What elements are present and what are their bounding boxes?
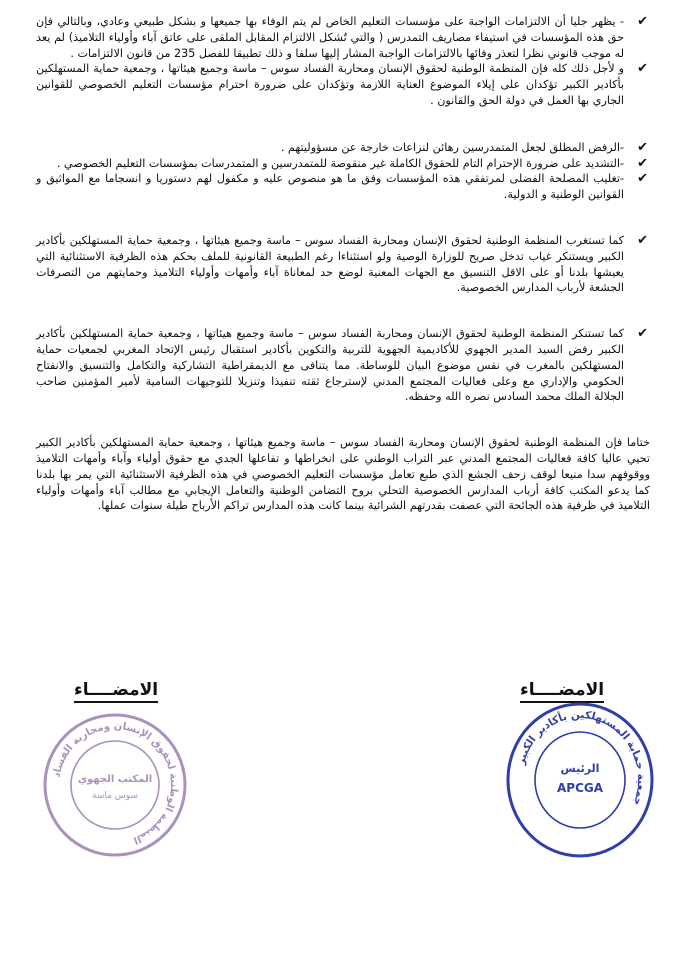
- stamp-left-center-line1: المكتب الجهوي: [77, 774, 153, 785]
- checklist-item: [36, 61, 650, 108]
- check-icon: ✔: [637, 171, 648, 187]
- signatures-section: [0, 672, 683, 922]
- paragraph-respect-law: و لأجل ذلك كله فإن المنظمة الوطنية لحقوق الإنسان ومحاربة الفساد سوس – ماسة وجميع هيئاتها ، وجمعية حماية المستهلكين بأكادير الكبير تؤكدان على إيلاء الموضوع العناية اللازمة وتؤكدان على ضرورة احترام مؤسسات التعليم الخصوصي للقوانين الجاري بها العمل في دولة الحق والقانون .: [36, 62, 624, 107]
- check-icon: ✔: [637, 232, 648, 248]
- checklist-item: [36, 171, 650, 203]
- checklist-item: [36, 326, 650, 405]
- paragraph-refusal: -الرفض المطلق لجعل المتمدرسين رهائن لنزاعات خارجة عن مسؤوليتهم .: [280, 140, 624, 154]
- stamp-left-ring-text: المنظمة الوطنية لحقوق الإنسان ومحاربة الفساد: [51, 720, 180, 846]
- check-icon: ✔: [637, 14, 648, 29]
- paragraph-conclusion: ختاما فإن المنظمة الوطنية لحقوق الإنسان ومحاربة الفساد سوس – ماسة وجميع هيئاتها ، وجمعية حماية المستهلكين بأكادير الكبير تحيي عاليا كافة فعاليات المجتمع المدني عبر التراب الوطني على انخراطها و تفاعلها الجدي مع حقوق أولياء وآباء وأمهات التلاميذ ووقوفهم سدا منيعا لوقف زحف الجشع الذي طبع تعامل مؤسسات التعليم الخصوصي في هذه الظرفية الاستثنائية التي يمر بها بلدنا كما يدعو المكتب كافة أرباب المدارس الخصوصية التحلي بروح التضامن الوطنية والتعامل الإيجابي مع مطالب آباء وأمهات وأولياء التلاميذ في ظرفية هذه الجائحة التي عصفت بقدرتهم الشرائية بينما كانت هذه المدارس تراكم الأرباح طيلة سنوات عملها.: [36, 436, 650, 513]
- paragraph-emphasis: -التشديد على ضرورة الإحترام التام للحقوق الكاملة غير منقوصة للمتمدرسين و المتمدرسات بمؤسسات التعليم الخصوصي .: [56, 156, 624, 170]
- signature-label-right: الامضــــاء: [520, 680, 604, 703]
- checklist-item: [36, 156, 650, 172]
- signature-label-left: الامضــــاء: [74, 680, 158, 703]
- check-icon: ✔: [637, 61, 648, 77]
- stamp-right-center-line2: APCGA: [556, 781, 604, 795]
- check-icon: ✔: [637, 326, 648, 342]
- check-icon: ✔: [637, 139, 648, 155]
- paragraph-director: كما تستنكر المنظمة الوطنية لحقوق الإنسان ومحاربة الفساد سوس – ماسة وجميع هيئاتها ، وجمعية حماية المستهلكين بأكادير الكبير رفض السيد المدير الجهوي للأكاديمية الجهوية للتربية والتكوين بأكادير استقبال رئيس الإتحاد المغربي لجمعيات حماية المستهلكين بالمغرب في نفس موضوع البيان للوساطة. مما يتنافى مع الديمقراطية التشاركية والتكامل والتنسيق والانفتاح الحكومي والإداري مع وعلى فعاليات المجتمع المدني لإسترجاع ثقته تنفيذا وتنزيلا للتوجيهات السامية لأمير المؤمنين صاحب الجلالة الملك محمد السادس نصره الله وحفظه.: [36, 327, 624, 404]
- stamp-right-ring-text: جمعية حماية المستهلكين بأكادير الكبير: [514, 708, 648, 808]
- checklist-item: [36, 233, 650, 296]
- checklist-item: [36, 140, 650, 156]
- checklist-item: [36, 14, 650, 61]
- paragraph-best-interest: -تغليب المصلحة الفضلى لمرتفقي هذه المؤسسات وفق ما هو منصوص عليه و مكفول لهم دستوريا و انسجاما مع المواثيق و القوانين الوطنية و الدولية.: [36, 172, 624, 202]
- paragraph-obligations: - يظهر جليا أن الالتزامات الواجبة على مؤسسات التعليم الخاص لم يتم الوفاء بها جميعها و بشكل طبيعي وعادي، وبالتالي فإن حق هذه المؤسسات في استيفاء مصاريف التمدرس ( والتي تُشكل الالتزام المقابل الملقى على عاتق آباء وأولياء التلاميذ) لم يعد له موجب قانوني نظرا لتعذر وفائها بالالتزامات الواجبة المشار إليها سلفا و ذلك تطبيقا للفصل 235 من قانون الالتزامات .: [36, 15, 624, 60]
- stamp-left-center-line2: سوس ماسة: [92, 791, 138, 801]
- paragraph-ministry: كما تستغرب المنظمة الوطنية لحقوق الإنسان ومحاربة الفساد سوس – ماسة وجميع هيئاتها ، وجمعية حماية المستهلكين بأكادير الكبير ويستنكر غياب تدخل صريح للوزارة الوصية ولو استثناءا رغم الطبيعة القانونية للملف بحكم هذه الظرفية الاستثنائية التي يعيشها بلدنا أو على الاقل التنسيق مع الجهات المعنية لوضع حد لمعاناة آباء وأمهات وأولياء التلاميذ وحمايتهم من التصرفات الجشعة لأرباب المدارس الخصوصية.: [36, 233, 624, 295]
- stamp-right-seal: [505, 700, 655, 860]
- document-body: [36, 14, 650, 514]
- check-icon: ✔: [637, 155, 648, 171]
- stamp-right-center-line1: الرئيس: [560, 762, 600, 775]
- stamp-left-seal: [40, 710, 190, 860]
